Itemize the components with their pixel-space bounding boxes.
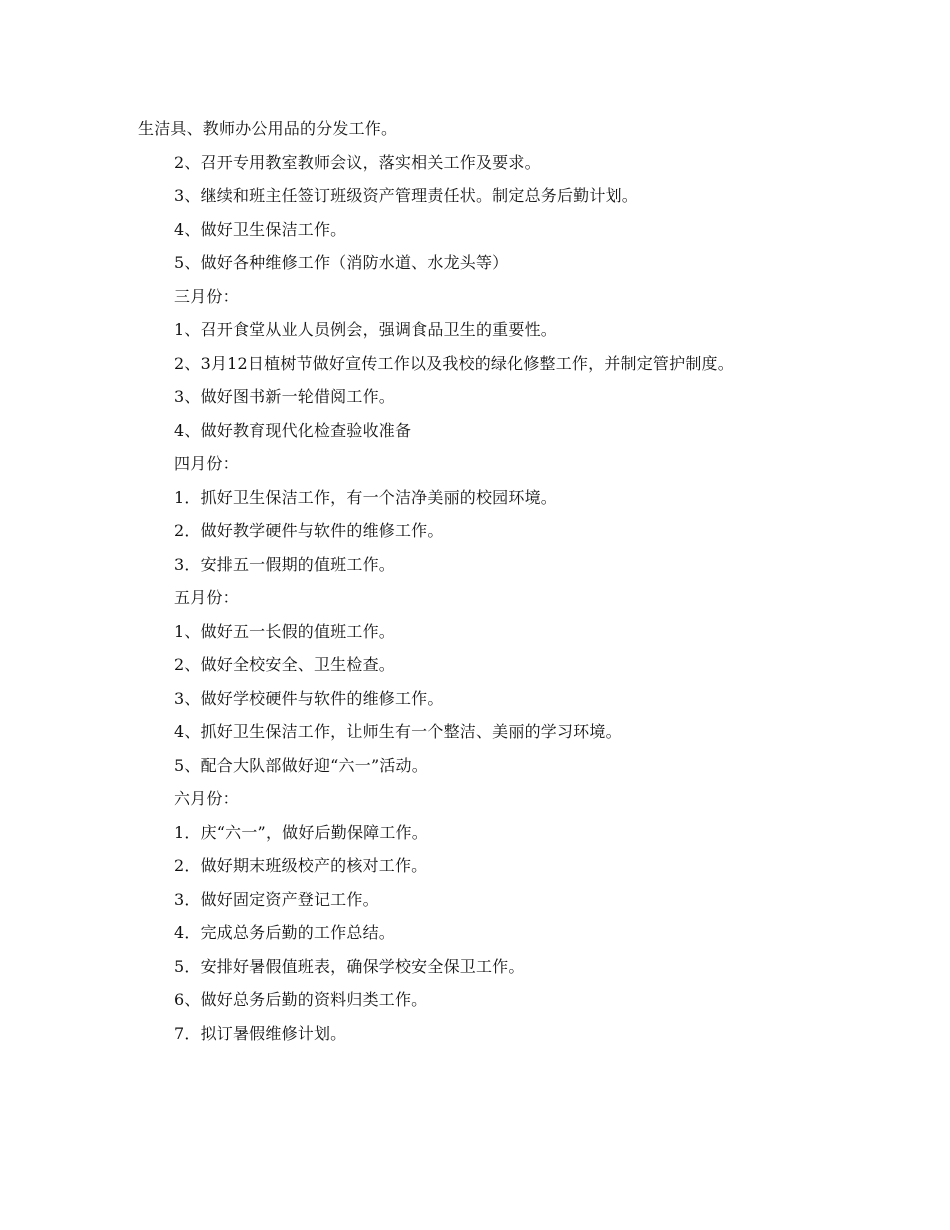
- document-body: [138, 112, 838, 1050]
- text-line: 5、配合大队部做好迎“六一”活动。: [174, 755, 428, 775]
- text-line: 7．拟订暑假维修计划。: [174, 1023, 347, 1043]
- text-line: 3．安排五一假期的值班工作。: [174, 554, 395, 574]
- text-line: 3、做好图书新一轮借阅工作。: [174, 387, 395, 406]
- text-line: 六月份：: [174, 789, 239, 808]
- text-line: 2．做好期末班级校产的核对工作。: [174, 856, 428, 875]
- text-line: 1．抓好卫生保洁工作，有一个洁净美丽的校园环境。: [174, 487, 557, 507]
- text-line: 四月份：: [174, 454, 239, 473]
- text-line: 4、做好卫生保洁工作。: [174, 219, 347, 239]
- text-line: 2、3月12日植树节做好宣传工作以及我校的绿化修整工作，并制定管护制度。: [174, 353, 734, 373]
- text-line: 2、召开专用教室教师会议，落实相关工作及要求。: [174, 152, 541, 172]
- text-line: 2．做好教学硬件与软件的维修工作。: [174, 521, 444, 540]
- text-line: 4、做好教育现代化检查验收准备: [174, 420, 412, 440]
- text-line: 6、做好总务后勤的资料归类工作。: [174, 990, 428, 1009]
- text-line: 3、继续和班主任签订班级资产管理责任状。制定总务后勤计划。: [174, 186, 638, 205]
- text-line: 1、召开食堂从业人员例会，强调食品卫生的重要性。: [174, 320, 557, 339]
- text-line: 生洁具、教师办公用品的分发工作。: [138, 119, 398, 138]
- text-line: 2、做好全校安全、卫生检查。: [174, 655, 395, 674]
- text-line: 五月份：: [174, 588, 239, 607]
- text-line: 4、抓好卫生保洁工作，让师生有一个整洁、美丽的学习环境。: [174, 722, 622, 741]
- text-line: 1．庆“六一”，做好后勤保障工作。: [174, 822, 428, 842]
- text-line: 5、做好各种维修工作（消防水道、水龙头等）: [174, 253, 509, 272]
- text-line: 3．做好固定资产登记工作。: [174, 889, 379, 909]
- text-line: 3、做好学校硬件与软件的维修工作。: [174, 688, 444, 708]
- text-line: 4．完成总务后勤的工作总结。: [174, 923, 395, 942]
- text-line: 5．安排好暑假值班表，确保学校安全保卫工作。: [174, 956, 525, 976]
- text-line: 三月份：: [174, 286, 239, 306]
- text-line: 1、做好五一长假的值班工作。: [174, 621, 395, 641]
